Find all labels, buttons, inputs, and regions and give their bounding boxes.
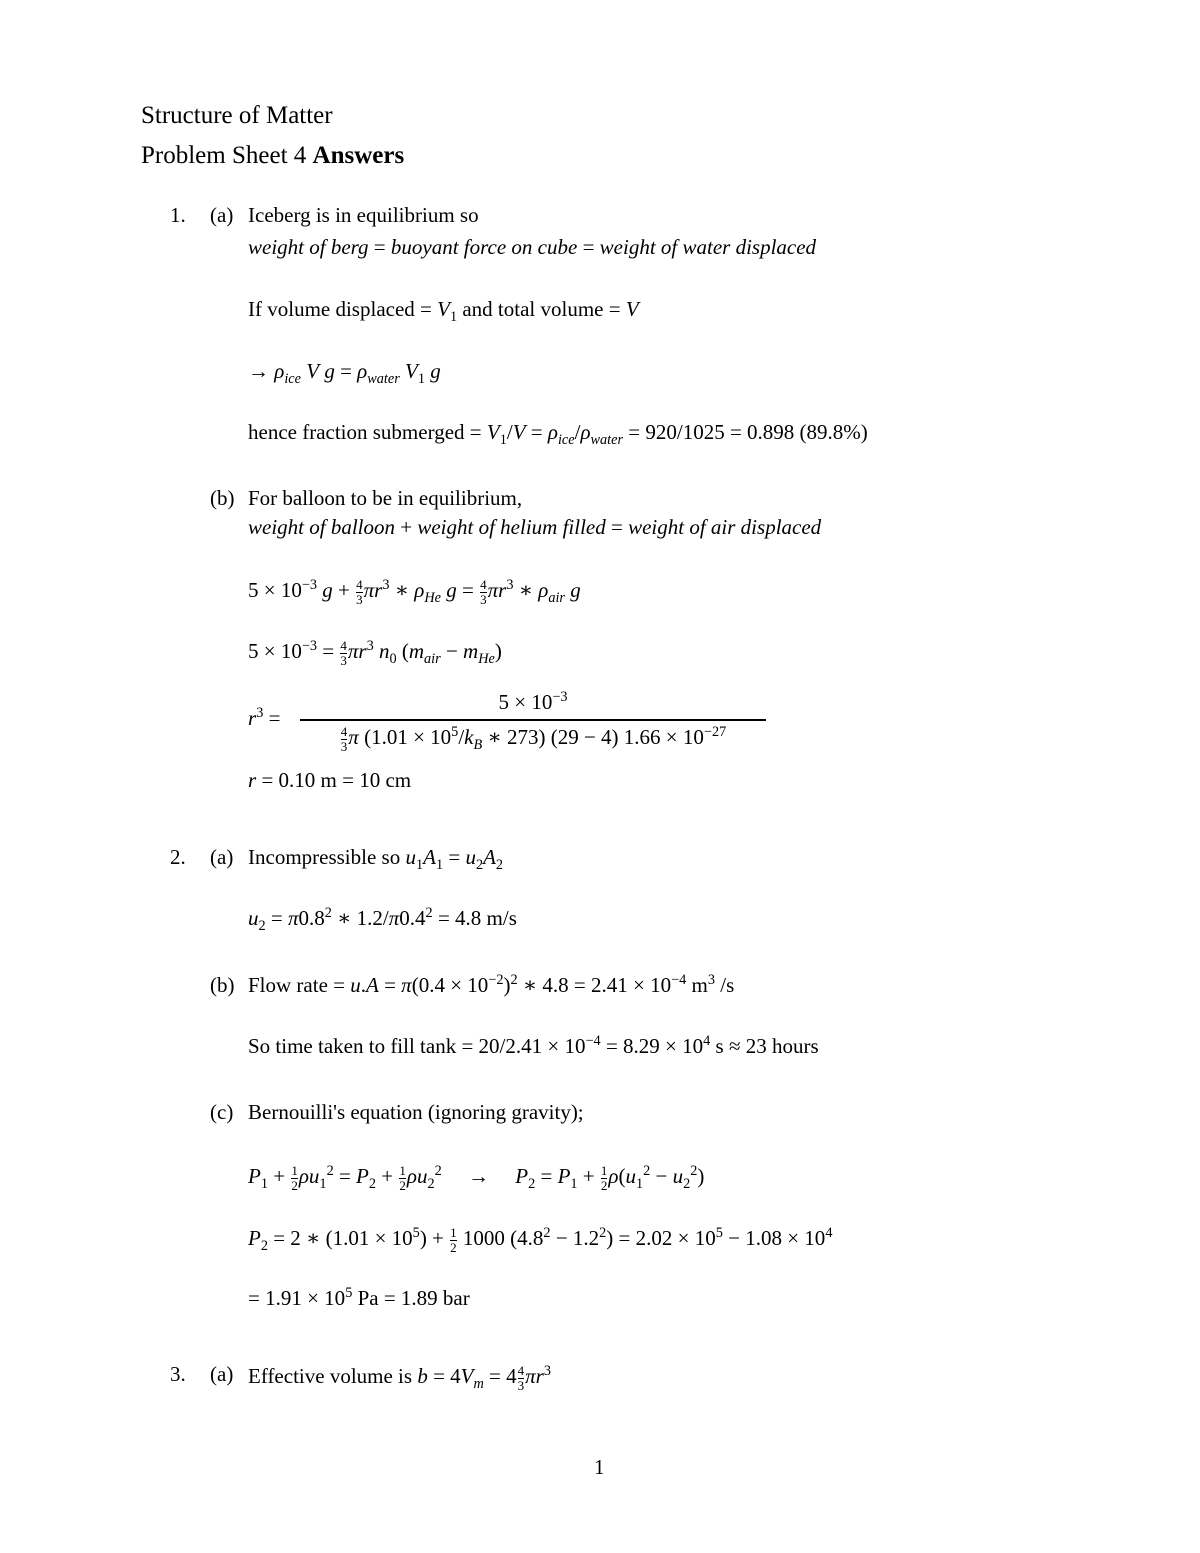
subtitle-plain: Problem Sheet 4 [141,142,307,169]
q1a-line4: → $\rho_{ice}$ V $g = \rho_{water}$ $V_1$ g [248,359,441,388]
q1a-line5: hence fraction submerged = $V_1/V = \rho_{ice}/\rho_{water} = 920/1025 = 0.898$ (89.8%) [248,420,868,449]
q1b-eq1: $5 \times 10^{-3}$ g + $\frac{4}{3}$ $\pi r^3$ ∗ $\rho_{He}$ g = $\frac{4}{3}$ $\pi r^3$ ∗ $\rho_{air}$ g [248,576,581,607]
q1b-eq3-lhs: $r^3$ = [248,705,281,730]
document-title: Structure of Matter [141,102,333,129]
q1b-line1: For balloon to be in equilibrium, [248,486,523,510]
q1b-eq3-numerator: $5 \times 10^{-3}$ [498,689,568,714]
q3a-line1: Effective volume is $b = 4V_m = 4$ $\frac{4}{3}$ $\pi r^3$ [248,1362,551,1393]
q2c-label: (c) [210,1100,234,1124]
q2c-line1: Bernouilli's equation (ignoring gravity); [248,1100,584,1124]
document-subtitle [141,143,404,168]
q2c-eq3: = $1.91 \times 10^5$ Pa = 1.89 bar [248,1285,470,1310]
q1a-line3: If volume displaced = $V_1$ and total volume = V [248,297,639,326]
q3a-label: (a) [210,1362,234,1386]
q1b-eq3-denominator: $\frac{4}{3}$ π ($1.01 \times 10^5/k_B$ ∗ 273) (29 − 4) $1.66 \times 10^{-27}$ [340,724,727,754]
q2-number: 2. [170,845,186,869]
q2b-label: (b) [210,973,235,997]
q1-number: 1. [170,203,186,227]
q2c-eq2: $P_2 = 2$ ∗ $(1.01 \times 10^5)$ + $\frac{1}{2}$ 1000 $(4.8^2 - 1.2^2) = 2.02 \times 10^5 - 1.08 \times 10^4$ [248,1224,833,1255]
q1b-line2: weight of balloon + weight of helium filled = weight of air displaced [248,515,822,539]
q2b-line2: So time taken to fill $\tan k = 20/2.41 \times 10^{-4} = 8.29 \times 10^4$ s ≈ 23 hours [248,1033,819,1058]
q2a-label: (a) [210,845,234,869]
subtitle-bold: Answers [312,142,405,169]
fraction-bar [300,719,766,721]
q1b-result: r = 0.10 m = 10 cm [248,768,412,792]
q2c-eq1: $P_1$ + $\frac{1}{2}$ $\rho u_1^2 = P_2$ + $\frac{1}{2}$ $\rho u_2^2$ → $P_2 = P_1$ + $\frac{1}{2}$ $\rho(u_1^2 - u_2^2)$ [248,1162,705,1193]
q1a-line2: weight of berg = buoyant force on cube = weight of water displaced [248,235,817,259]
q2a-line2: $u_2 = \pi 0.8^2$ ∗ $1.2/\pi 0.4^2 = 4.8$ m/s [248,905,517,935]
q3-number: 3. [170,1362,186,1386]
q1b-label: (b) [210,486,235,510]
q1b-eq2: $5 \times 10^{-3}$ = $\frac{4}{3}$ $\pi r^3$ $n_0$ $(m_{air} - m_{He})$ [248,637,502,668]
q2b-line1: Flow rate = $u.A = \pi(0.4 \times 10^{-2})^2$ ∗ $4.8 = 2.41 \times 10^{-4}$ $m^3$ /s [248,972,735,997]
q2a-line1: Incompressible so $u_1A_1 = u_2A_2$ [248,845,504,874]
q1a-label: (a) [210,203,234,227]
page-number: 1 [594,1455,605,1479]
q1a-line1: Iceberg is in equilibrium so [248,203,479,227]
